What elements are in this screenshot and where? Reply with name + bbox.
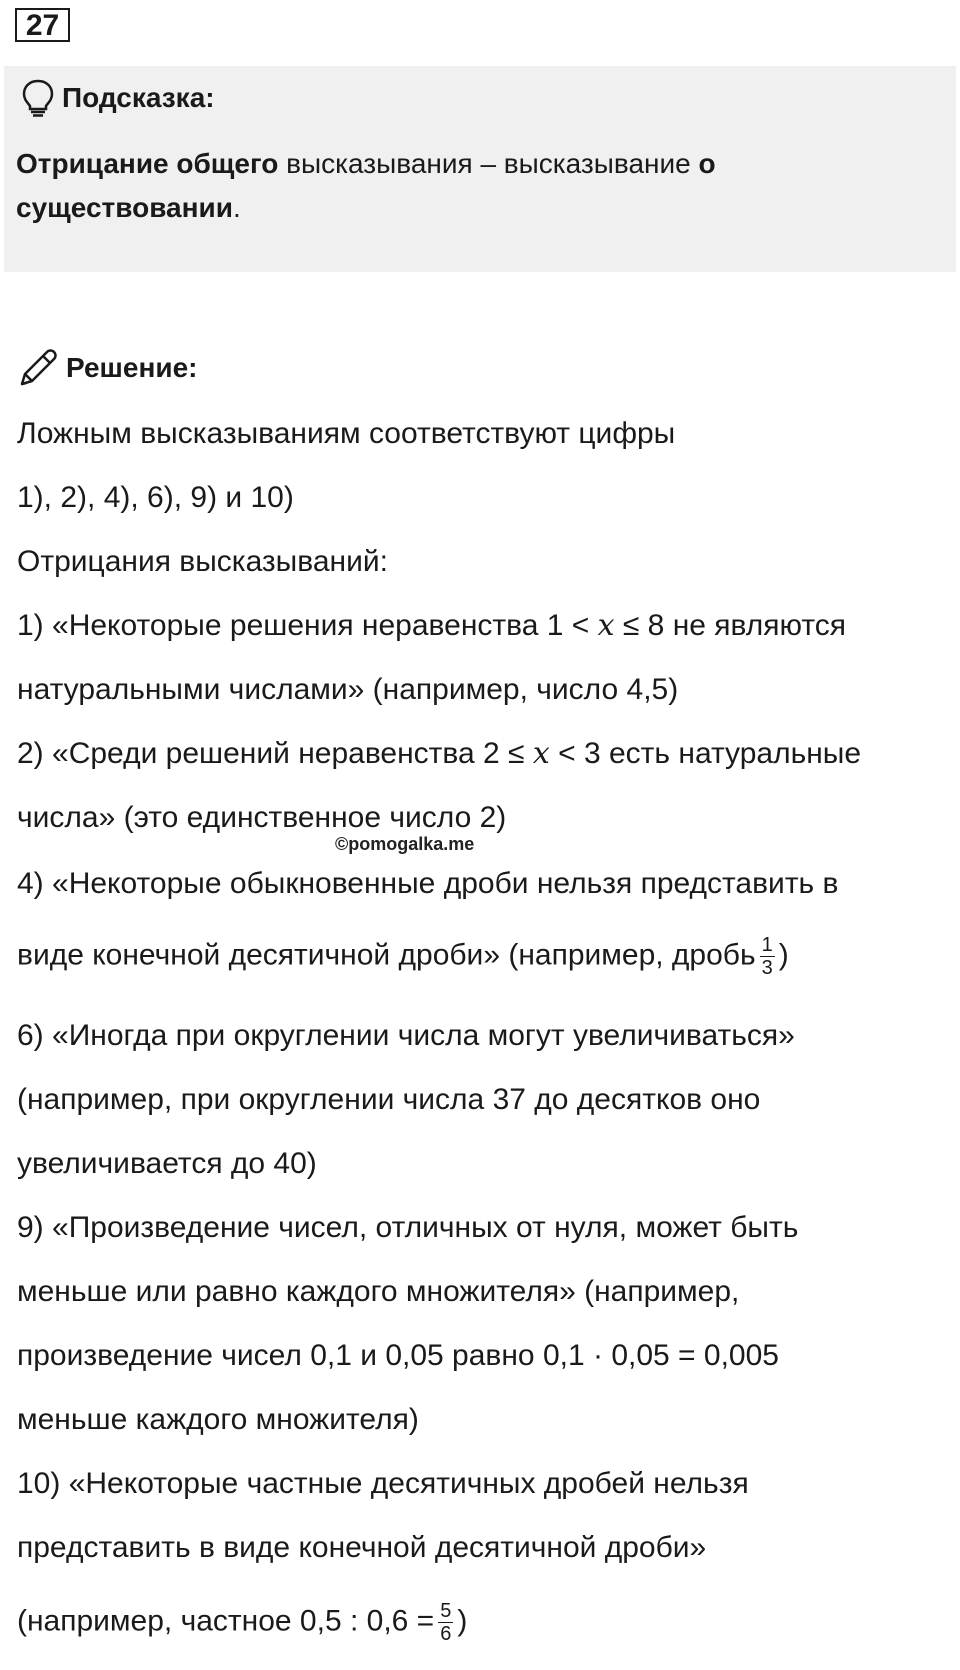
statement-4-line-1: 4) «Некоторые обыкновенные дроби нельзя представить в [17,867,839,900]
solution-title: Решение: [66,352,198,383]
pencil-icon [16,346,60,390]
statement-2-line-1 [17,734,861,774]
s4-pre: виде конечной десятичной дроби» (например, дробь [17,938,756,972]
watermark: ©pomogalka.me [335,834,475,854]
s10-post: ) [457,1604,468,1638]
fraction-denominator: 3 [761,957,773,979]
task-number: 27 [15,8,70,42]
statement-2-line-2: числа» (это единственное число 2) [17,801,507,834]
lightbulb-icon [20,78,56,118]
intro-line-3: Отрицания высказываний: [17,545,388,578]
statement-9-line-4: меньше каждого множителя) [17,1403,419,1436]
statement-1-line-1 [17,606,846,646]
solution-header [16,346,197,390]
statement-10-line-3 [17,1600,467,1645]
statement-9-line-2: меньше или равно каждого множителя» (например, [17,1275,740,1308]
statement-9-line-3: произведение чисел 0,1 и 0,05 равно 0,1 · 0,05 = 0,005 [17,1339,779,1372]
hint-bold-2: о [698,148,716,179]
fraction-denominator: 6 [440,1623,452,1645]
hint-text-1: высказывания – высказывание [278,148,699,179]
statement-10-line-1: 10) «Некоторые частные десятичных дробей нельзя [17,1467,749,1500]
intro-line-1: Ложным высказываниям соответствуют цифры [17,417,676,450]
statement-6-line-2: (например, при округлении числа 37 до десятков оно [17,1083,761,1116]
s2-var: x [532,736,550,771]
hint-bold-3: существовании [16,192,233,223]
hint-title: Подсказка: [62,82,215,113]
s1-pre: 1) «Некоторые решения неравенства 1 < [17,609,598,642]
hint-bold-1: Отрицание общего [16,148,279,179]
statement-10-line-2: представить в виде конечной десятичной дроби» [17,1531,707,1564]
intro-line-2: 1), 2), 4), 6), 9) и 10) [17,481,294,514]
statement-9-line-1: 9) «Произведение чисел, отличных от нуля, может быть [17,1211,799,1244]
hint-panel [4,66,956,272]
statement-1-line-2: натуральными числами» (например, число 4,5) [17,673,679,706]
statement-6-line-1: 6) «Иногда при округлении числа могут увеличиваться» [17,1019,795,1052]
hint-header [20,78,215,118]
fraction-one-third [760,934,775,979]
fraction-five-sixths [438,1600,453,1645]
s1-var: x [597,608,615,643]
s2-post: < 3 есть натуральные [549,737,862,770]
statement-4-line-2 [17,934,789,979]
s4-post: ) [778,938,789,972]
s2-pre: 2) «Среди решений неравенства 2 ≤ [17,737,533,770]
statement-6-line-3: увеличивается до 40) [17,1147,317,1180]
fraction-numerator: 1 [761,934,773,956]
hint-text [16,142,916,230]
s10-pre: (например, частное 0,5 : 0,6 = [17,1604,435,1638]
hint-text-2: . [232,192,241,223]
s1-post: ≤ 8 не являются [614,609,847,642]
fraction-numerator: 5 [440,1600,452,1622]
